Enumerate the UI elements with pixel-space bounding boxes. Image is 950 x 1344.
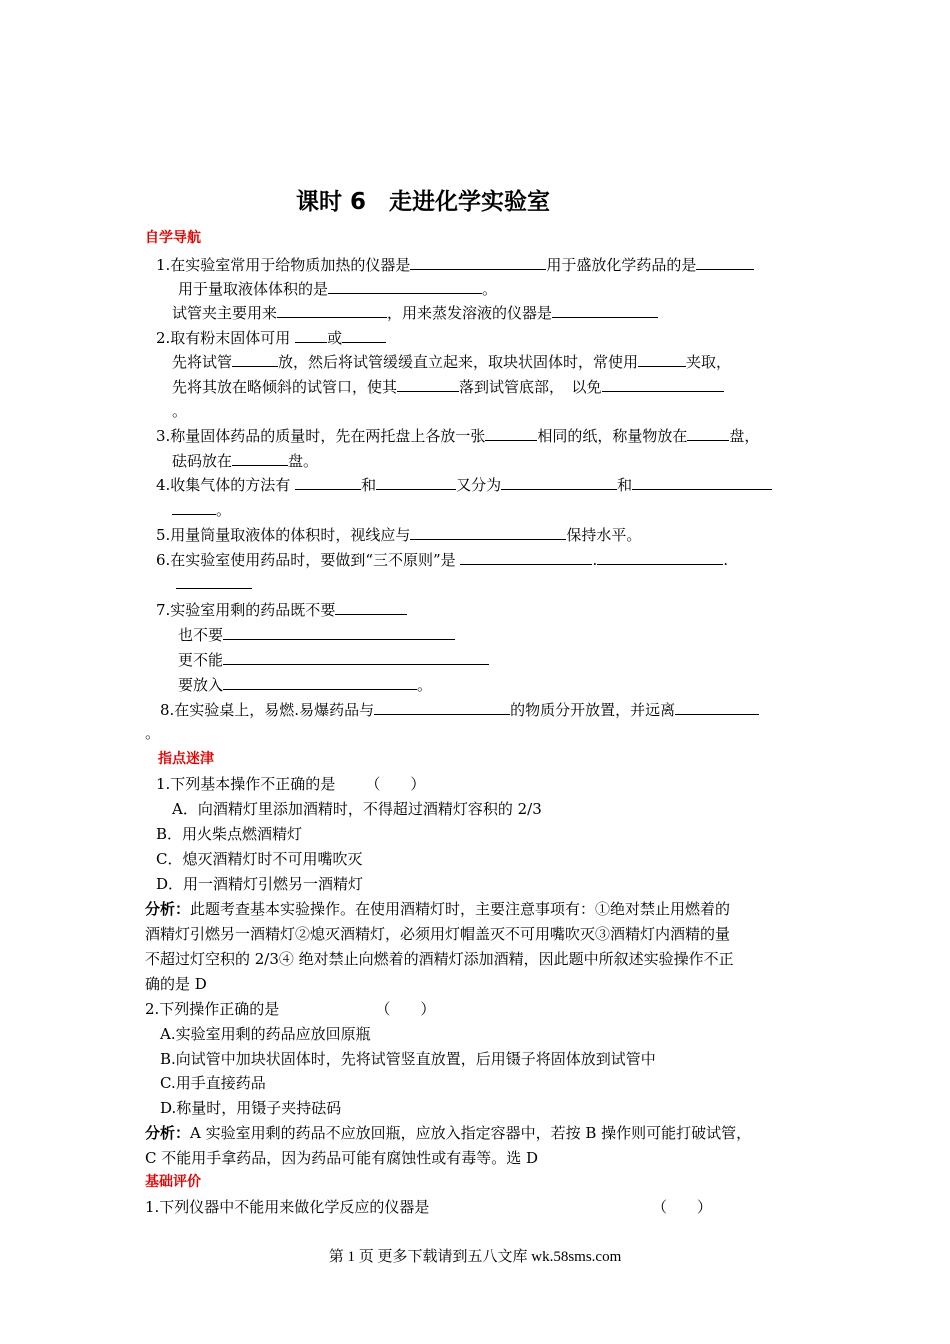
question-7-line-3: 更不能 bbox=[178, 650, 489, 670]
tip-1-analysis-line-1: 分析：此题考查基本实验操作。在使用酒精灯时，主要注意事项有：①绝对禁止用燃着的 bbox=[145, 900, 731, 918]
analysis-label: 分析： bbox=[145, 1124, 191, 1142]
tip-2-option-c: C.用手直接药品 bbox=[160, 1074, 266, 1092]
analysis-label: 分析： bbox=[145, 900, 191, 918]
question-7-line-4: 要放入 。 bbox=[178, 676, 433, 694]
blank bbox=[602, 377, 724, 392]
basic-1-question: 1.下列仪器中不能用来做化学反应的仪器是 bbox=[145, 1198, 430, 1216]
question-3-line-1: 3.称量固体药品的质量时，先在两托盘上各放一张 相同的纸，称量物放在 盘， bbox=[156, 427, 760, 445]
blank bbox=[460, 550, 592, 565]
blank bbox=[176, 574, 252, 589]
blank bbox=[632, 475, 772, 490]
blank bbox=[232, 451, 288, 466]
blank bbox=[552, 303, 658, 318]
tip-2-option-b: B.向试管中加块状固体时，先将试管竖直放置，后用镊子将固体放到试管中 bbox=[160, 1050, 656, 1068]
section-basic: 基础评价 bbox=[145, 1174, 201, 1190]
tip-2-analysis-line-2: C 不能用手拿药品，因为药品可能有腐蚀性或有毒等。选 D bbox=[145, 1149, 539, 1167]
blank bbox=[295, 475, 361, 490]
tip-1-option-a: A．向酒精灯里添加酒精时，不得超过酒精灯容积的 2/3 bbox=[172, 800, 542, 818]
blank bbox=[223, 625, 455, 640]
tip-1-analysis-line-3: 不超过灯空积的 2/3④ 绝对禁止向燃着的酒精灯添加酒精，因此题中所叙述实验操作不正 bbox=[145, 950, 734, 968]
blank bbox=[223, 675, 417, 690]
question-4-line-2: 。 bbox=[172, 500, 231, 520]
blank bbox=[410, 255, 546, 270]
tip-2-option-a: A.实验室用剩的药品应放回原瓶 bbox=[160, 1025, 371, 1043]
blank bbox=[397, 377, 459, 392]
question-7-line-2: 也不要 bbox=[178, 625, 455, 645]
blank bbox=[335, 600, 407, 615]
question-6-line-1: 6.在实验室使用药品时，要做到“三不原则”是 . . bbox=[156, 551, 728, 569]
blank bbox=[223, 650, 489, 665]
page-footer: 第 1 页 更多下载请到五八文库 wk.58sms.com bbox=[328, 1249, 622, 1265]
blank bbox=[328, 279, 482, 294]
question-5: 5.用量筒量取液体的体积时，视线应与 保持水平。 bbox=[156, 526, 642, 544]
blank bbox=[597, 550, 723, 565]
blank bbox=[172, 500, 216, 515]
blank bbox=[687, 426, 729, 441]
blank bbox=[638, 352, 686, 367]
tip-1-option-b: B．用火柴点燃酒精灯 bbox=[156, 825, 303, 843]
question-8-line-2: 。 bbox=[145, 724, 161, 742]
question-1-line-3: 试管夹主要用来 ，用来蒸发溶液的仪器是 bbox=[172, 303, 658, 323]
tip-1-option-d: D．用一酒精灯引燃另一酒精灯 bbox=[156, 875, 364, 893]
tip-2-option-d: D.称量时，用镊子夹持砝码 bbox=[160, 1099, 342, 1117]
question-2-line-2: 先将试管 放，然后将试管缓缓直立起来，取块状固体时，常使用 夹取， bbox=[172, 353, 732, 371]
question-4-line-1: 4.收集气体的方法有 和 又分为 和 bbox=[156, 475, 772, 495]
blank bbox=[342, 328, 386, 343]
question-2-line-4: 。 bbox=[172, 402, 188, 420]
blank bbox=[696, 255, 754, 270]
question-2-line-1: 2.取有粉末固体可用 或 bbox=[156, 328, 386, 348]
blank bbox=[232, 352, 278, 367]
tip-1-analysis-line-4: 确的是 D bbox=[145, 975, 207, 993]
question-3-line-2: 砝码放在 盘。 bbox=[172, 452, 319, 470]
question-6-line-2 bbox=[176, 574, 252, 594]
blank bbox=[410, 525, 566, 540]
section-self-study: 自学导航 bbox=[145, 230, 201, 246]
tip-1-option-c: C．熄灭酒精灯时不可用嘴吹灭 bbox=[156, 850, 363, 868]
question-2-line-3: 先将其放在略倾斜的试管口，使其 落到试管底部， 以免 bbox=[172, 377, 724, 397]
question-1-line-1: 1.在实验室常用于给物质加热的仪器是 用于盛放化学药品的是 bbox=[156, 255, 754, 275]
question-8-line-1: 8.在实验桌上，易燃.易爆药品与 的物质分开放置，并远离 bbox=[160, 700, 759, 720]
tip-2-question: 2.下列操作正确的是 （ ） bbox=[145, 1000, 436, 1018]
blank bbox=[295, 328, 327, 343]
tip-1-question: 1.下列基本操作不正确的是 （ ） bbox=[156, 775, 426, 793]
tip-2-analysis-line-1: 分析：A 实验室用剩的药品不应放回瓶，应放入指定容器中，若按 B 操作则可能打破试管， bbox=[145, 1124, 752, 1142]
blank bbox=[501, 475, 617, 490]
blank bbox=[374, 700, 510, 715]
blank bbox=[675, 700, 759, 715]
basic-1-answer-paren: （ ） bbox=[652, 1198, 713, 1216]
section-tips: 指点迷津 bbox=[158, 751, 214, 767]
blank bbox=[277, 303, 387, 318]
blank bbox=[485, 426, 537, 441]
blank bbox=[376, 475, 456, 490]
page-title: 课时 6 走进化学实验室 bbox=[296, 189, 551, 215]
tip-1-analysis-line-2: 酒精灯引燃另一酒精灯②熄灭酒精灯，必须用灯帽盖灭不可用嘴吹灭③酒精灯内酒精的量 bbox=[145, 925, 731, 943]
question-1-line-2: 用于量取液体体积的是 。 bbox=[178, 280, 498, 298]
question-7-line-1: 7.实验室用剩的药品既不要 bbox=[156, 600, 407, 620]
